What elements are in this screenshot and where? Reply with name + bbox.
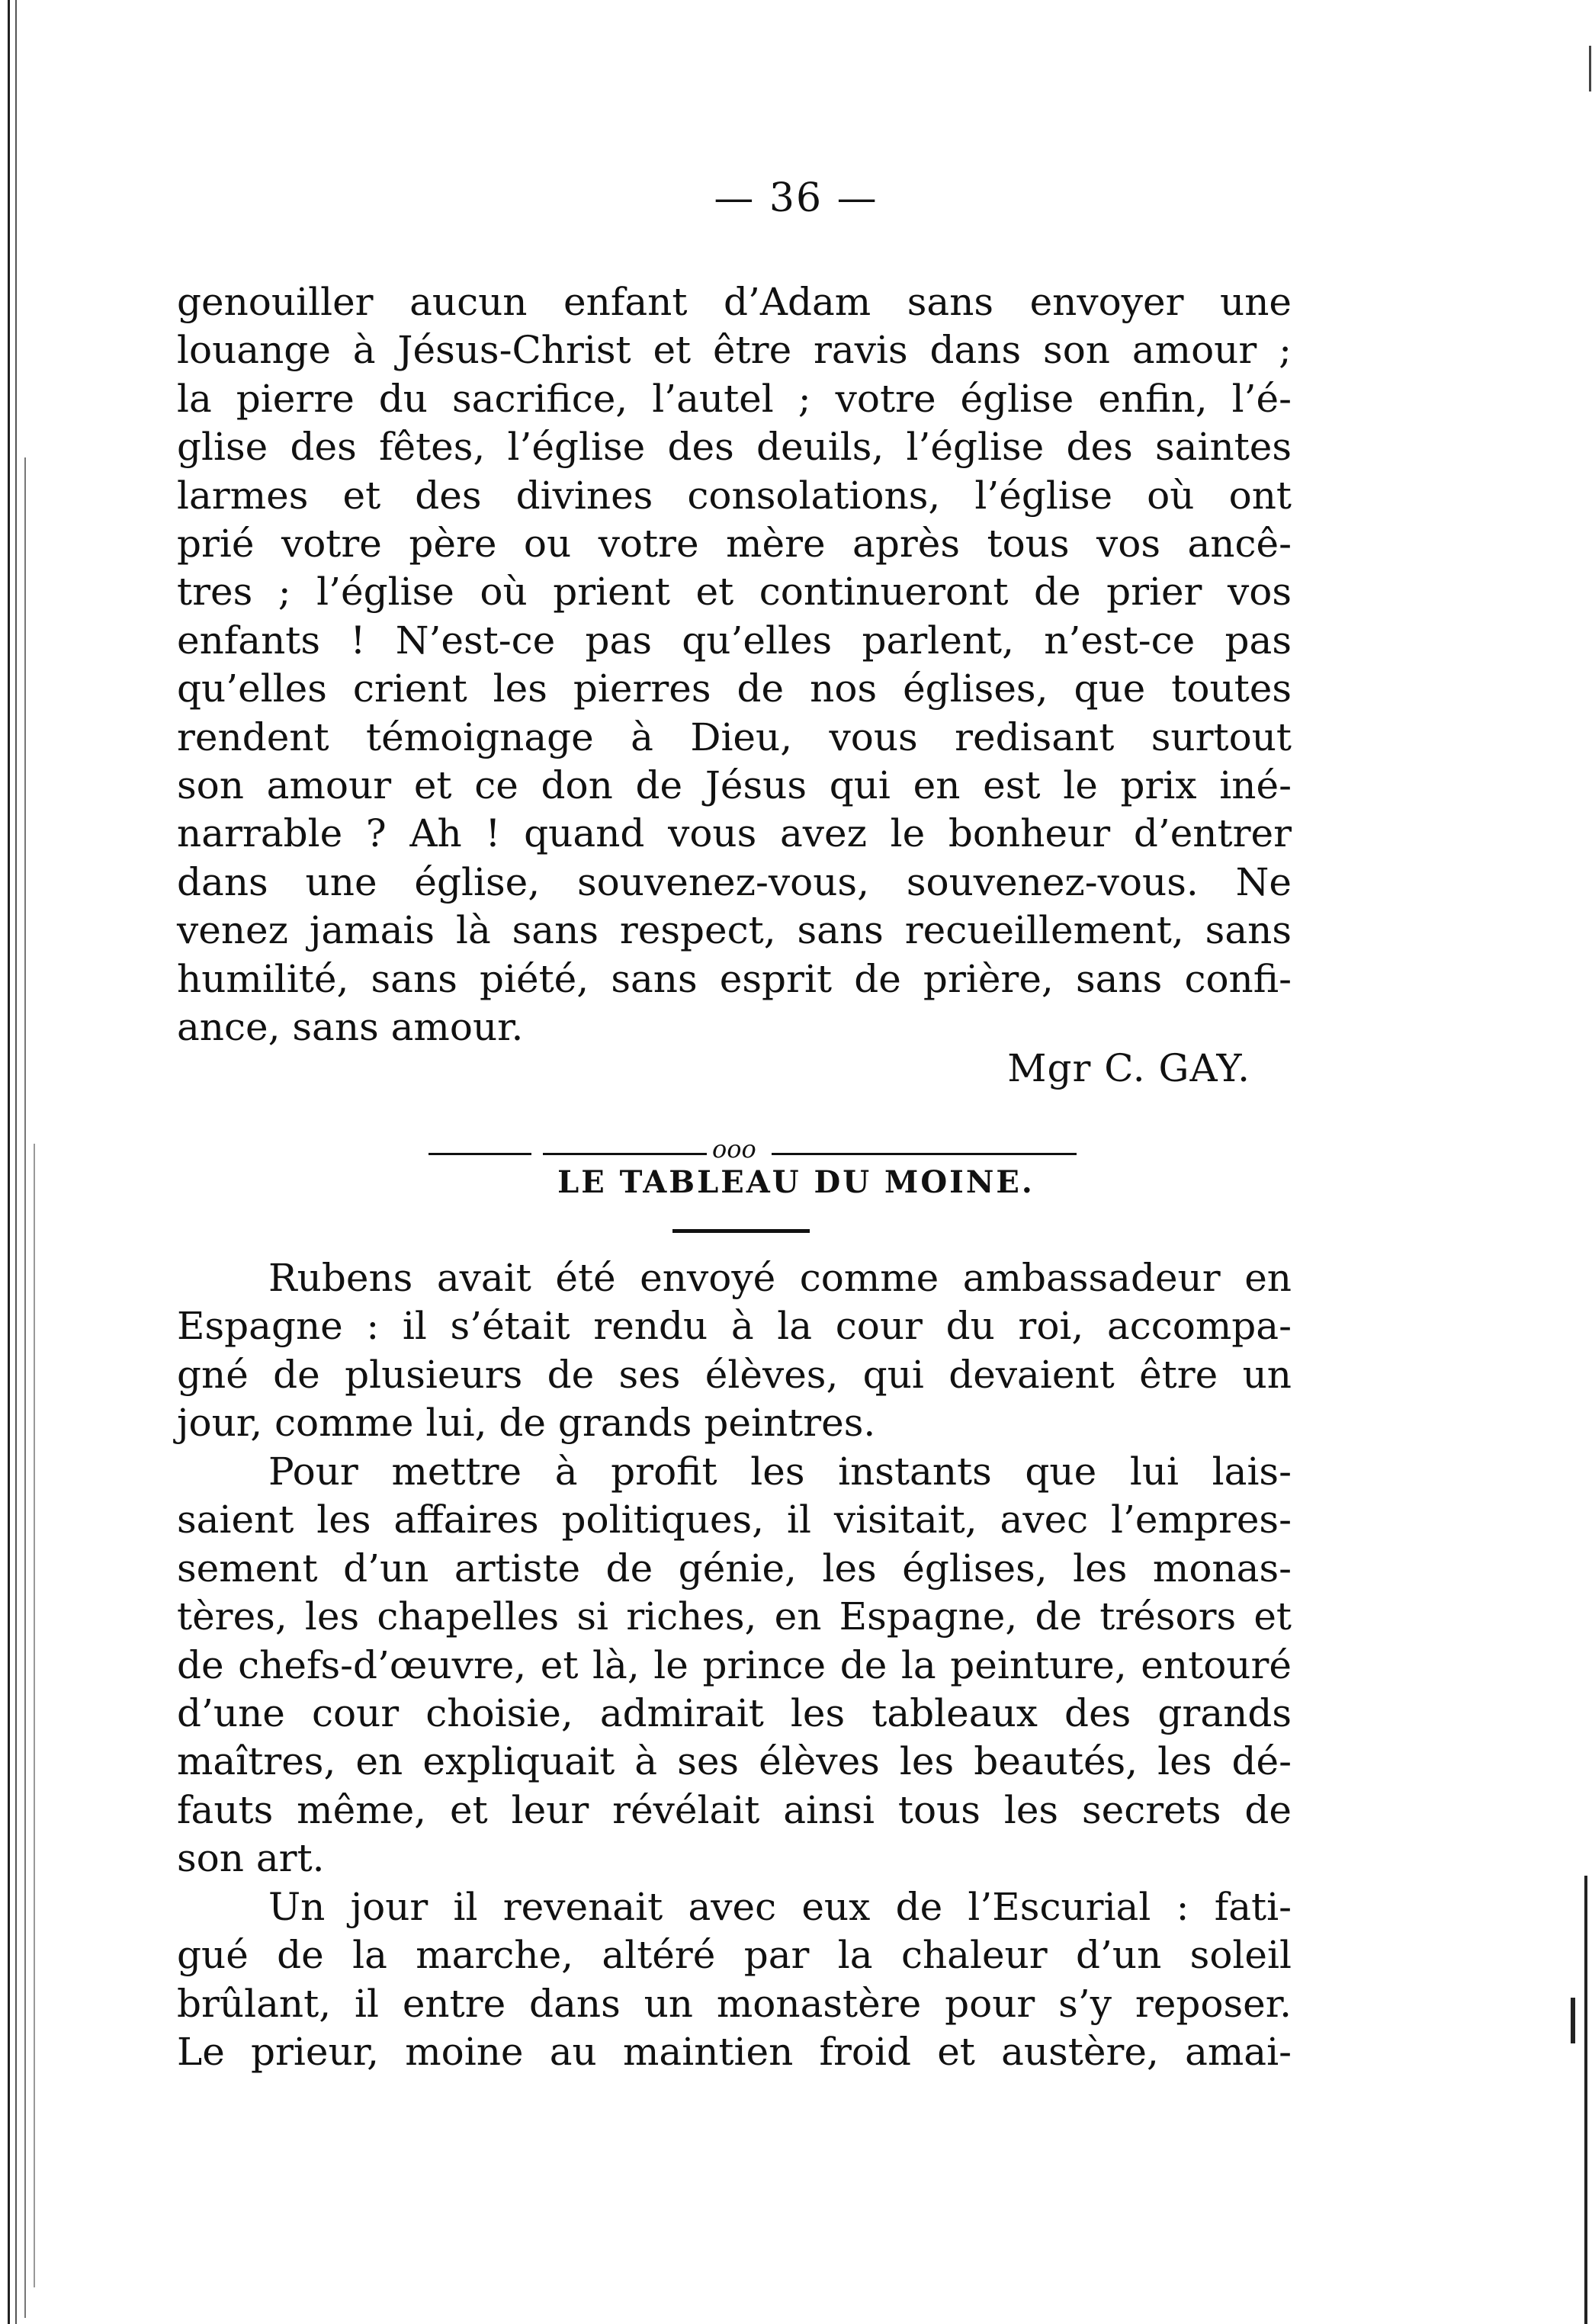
ornament-rule-right xyxy=(772,1153,1077,1155)
ornament-rule-center xyxy=(543,1153,707,1155)
text-line: Le prieur, moine au maintien froid et austère, amai- xyxy=(177,2030,1292,2075)
text-line: venez jamais là sans respect, sans recueillement, sans xyxy=(177,908,1292,953)
scan-edge-left xyxy=(5,0,58,2324)
text-line: Pour mettre à profit les instants que lui lais- xyxy=(268,1449,1292,1494)
text-line: Un jour il revenait avec eux de l’Escurial : fati- xyxy=(268,1885,1292,1929)
ornament-mark: ooo xyxy=(712,1135,756,1164)
text-line: glise des fêtes, l’église des deuils, l’église des saintes xyxy=(177,425,1292,470)
text-line: saient les affaires politiques, il visitait, avec l’empres- xyxy=(177,1497,1292,1542)
text-line: humilité, sans piété, sans esprit de prière, sans confi- xyxy=(177,956,1292,1001)
text-line: dans une église, souvenez-vous, souvenez-vous. Ne xyxy=(177,859,1292,904)
text-line: son amour et ce don de Jésus qui en est le prix iné- xyxy=(177,763,1292,808)
text-line: Rubens avait été envoyé comme ambassadeur en xyxy=(268,1256,1292,1300)
text-line: la pierre du sacrifice, l’autel ; votre église enfin, l’é- xyxy=(177,376,1292,421)
scan-edge-right xyxy=(1562,0,1592,2324)
section-title: LE TABLEAU DU MOINE. xyxy=(557,1164,1035,1200)
text-line: larmes et des divines consolations, l’église où ont xyxy=(177,473,1292,518)
text-line: genouiller aucun enfant d’Adam sans envoyer une xyxy=(177,280,1292,324)
text-line: tres ; l’église où prient et continueront de prier vos xyxy=(177,570,1292,615)
text-line: prié votre père ou votre mère après tous vos ancê- xyxy=(177,522,1292,567)
text-line: qu’elles crient les pierres de nos églises, que toutes xyxy=(177,666,1292,711)
text-line: Espagne : il s’était rendu à la cour du roi, accompa- xyxy=(177,1304,1292,1349)
text-line: son art. xyxy=(177,1836,325,1881)
text-line: sement d’un artiste de génie, les églises, les monas- xyxy=(177,1546,1292,1591)
ornament-rule-left xyxy=(428,1153,531,1155)
text-line: jour, comme lui, de grands peintres. xyxy=(177,1401,876,1446)
text-line: narrable ? Ah ! quand vous avez le bonheur d’entrer xyxy=(177,811,1292,856)
text-line: d’une cour choisie, admirait les tableaux des grands xyxy=(177,1691,1292,1736)
text-line: louange à Jésus-Christ et être ravis dans son amour ; xyxy=(177,328,1292,373)
paragraph-escurial xyxy=(177,1883,1292,2077)
section-ornament xyxy=(428,1135,1077,1164)
text-line: gné de plusieurs de ses élèves, qui devaient être un xyxy=(177,1352,1292,1397)
paragraph-continuation xyxy=(177,278,1292,1052)
text-line: de chefs-d’œuvre, et là, le prince de la peinture, entouré xyxy=(177,1642,1292,1687)
text-line: maîtres, en expliquait à ses élèves les beautés, les dé- xyxy=(177,1739,1292,1784)
text-line: rendent témoignage à Dieu, vous redisant surtout xyxy=(177,714,1292,759)
paragraph-visits xyxy=(177,1448,1292,1883)
text-line: brûlant, il entre dans un monastère pour s’y reposer. xyxy=(177,1981,1292,2026)
title-underline xyxy=(672,1229,810,1233)
text-line: gué de la marche, altéré par la chaleur d’un soleil xyxy=(177,1933,1292,1978)
text-line: ance, sans amour. xyxy=(177,1005,524,1050)
text-line: enfants ! N’est-ce pas qu’elles parlent, n’est-ce pas xyxy=(177,618,1292,663)
text-line: tères, les chapelles si riches, en Espagne, de trésors et xyxy=(177,1594,1292,1639)
paragraph-rubens xyxy=(177,1254,1292,1448)
author-signature: Mgr C. GAY. xyxy=(1007,1046,1250,1090)
page-number: — 36 — xyxy=(714,175,878,221)
text-line: fauts même, et leur révélait ainsi tous les secrets de xyxy=(177,1787,1292,1832)
